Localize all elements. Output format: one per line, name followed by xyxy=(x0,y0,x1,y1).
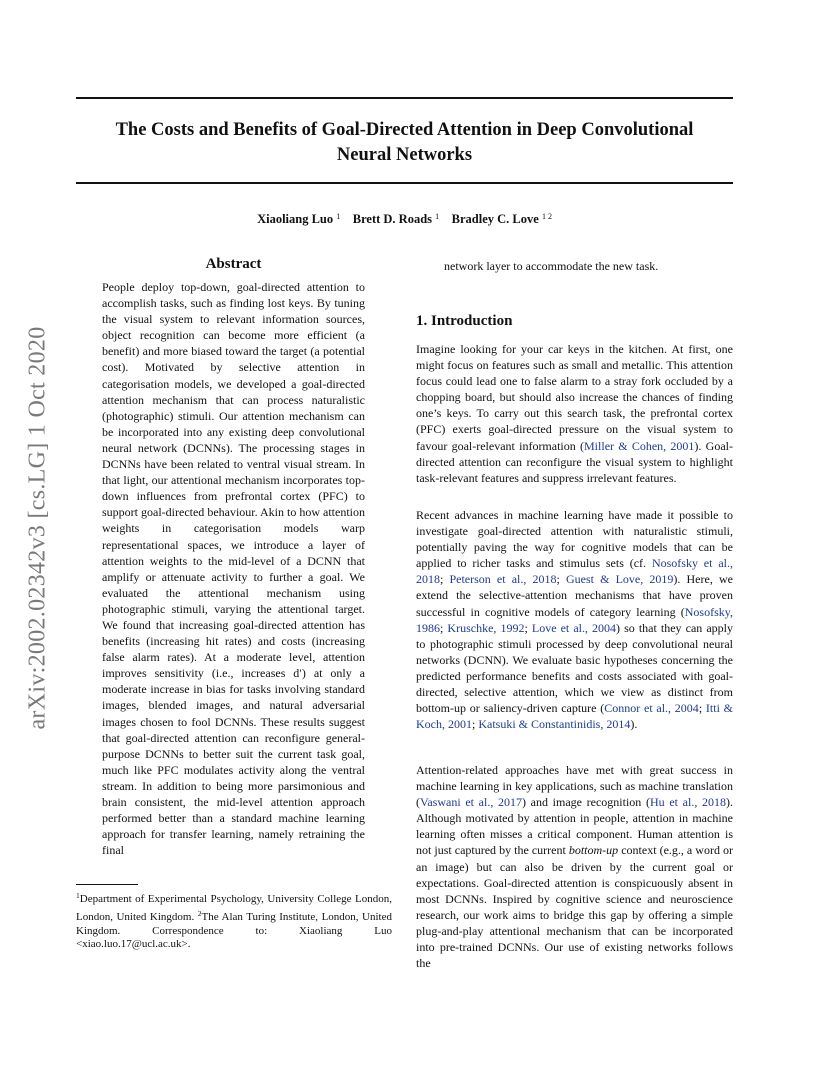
paper-title xyxy=(76,118,733,168)
paragraph-text: ). Although motivated by attention in people, attention in machine learning often misses a critical component. Human attention is not just captured by the current xyxy=(416,795,733,858)
citation-link[interactable]: Connor et al., 2004 xyxy=(604,701,699,716)
citation-link[interactable]: Katsuki & Constantinidis, 2014 xyxy=(478,717,631,732)
title-line-1: The Costs and Benefits of Goal-Directed Attention in Deep Convolutional xyxy=(115,120,694,140)
paragraph-text: ) and image recognition ( xyxy=(522,795,650,810)
abstract-continuation: network layer to accommodate the new task. xyxy=(444,259,659,273)
affiliation-footnote xyxy=(76,889,392,952)
abstract-heading: Abstract xyxy=(205,256,262,272)
paragraph-text: ). xyxy=(630,717,638,732)
emphasis-text: bottom-up xyxy=(568,843,619,858)
author-affiliation: 1 xyxy=(435,212,440,221)
citation-link[interactable]: Kruschke, 1992 xyxy=(447,620,525,635)
title-rule-bottom xyxy=(76,182,733,184)
citation-link[interactable]: Peterson et al., 2018 xyxy=(449,572,557,587)
title-rule-top xyxy=(76,97,733,99)
author-affiliation: 1 2 xyxy=(541,212,552,221)
citation-link[interactable]: Hu et al., 2018 xyxy=(649,795,726,810)
arxiv-identifier: arXiv:2002.02342v3 [cs.LG] 1 Oct 2020 xyxy=(24,326,51,730)
intro-paragraph-3 xyxy=(416,762,733,971)
paragraph-text: Imagine looking for your car keys in the kitchen. At first, one might focus on features such as small and metallic. This attention focus could lead one to false alarm to a stray fork occluded by a chopping board, but should also increase the chances of finding one’s keys. To carry out this search task, the prefrontal cortex (PFC) exerts goal-directed pressure on the visual system to favour goal-relevant information ( xyxy=(416,342,733,453)
paragraph-text: ) so that they can apply to photographic stimuli processed by deep convolutional neural networks (DCNN). We evaluate basic hypotheses concerning the predicted performance benefits and costs associated with goal-directed, selective attention, which we view as distinct from bottom-up or saliency-driven capture ( xyxy=(416,620,733,716)
paragraph-text: context (e.g., a word or an image) but can also be driven by the current goal or expectations. Goal-directed attention is conspicuously absent in most DCNNs. Inspired by cognitive science and neuroscience research, our work aims to bridge this gap by offering a simple plug-and-play attentional mechanism that can be incorporated into pre-trained DCNNs. Our use of existing networks follows the xyxy=(416,843,733,971)
author-name: Bradley C. Love xyxy=(451,212,539,226)
intro-paragraph-2: Recent advances in machine learning have made it possible to investigate goal-directed attention with naturalistic stimuli, potentially paving the way for cognitive models that can be applied to richer tasks and stimulus sets (cf. Nosofsky et al., 2018; Peterson et al., 2018; Guest & Love, 2019). Here, we extend the selective-attention mechanisms that have proven successful in cognitive models of category learning (Nosofsky, 1986; Kruschke, 1992; Love et al., 2004) so that they can apply to photographic stimuli processed by deep convolutional neural networks (DCNN). We evaluate basic hypotheses concerning the predicted performance benefits and costs associated with goal-directed, selective attention, which we view as distinct from bottom-up or saliency-driven capture (Connor et al., 2004; Itti & Koch, 2001; Katsuki & Constantinidis, 2014). xyxy=(416,508,734,732)
footnote-mark: 1 xyxy=(76,891,80,900)
author-affiliation: 1 xyxy=(336,212,341,221)
section-heading: 1. Introduction xyxy=(416,313,513,329)
citation-link[interactable]: Vaswani et al., 2017 xyxy=(420,795,522,810)
citation-link[interactable]: Guest & Love, 2019 xyxy=(566,572,674,587)
footnote-rule xyxy=(76,884,138,885)
citation-link[interactable]: Nosofsky, 1986 xyxy=(416,604,733,635)
paragraph-text: ). Here, we extend the selective-attention mechanisms that have proven successful in cognitive models of category learning ( xyxy=(416,572,733,619)
title-line-2: Neural Networks xyxy=(336,145,473,165)
paragraph-text: Recent advances in machine learning have made it possible to investigate goal-directed attention with naturalistic stimuli, potentially paving the way for cognitive models that can be applied to richer tasks and stimulus sets (cf. xyxy=(416,508,733,571)
author-list xyxy=(76,212,733,227)
intro-paragraph-1 xyxy=(416,341,733,486)
footnote-mark: 2 xyxy=(197,908,202,918)
citation-link[interactable]: Miller & Cohen, 2001 xyxy=(584,438,695,453)
footnote-affiliation-2: The Alan Turing Institute, London, United Kingdom. Correspondence to: Xiaoliang Luo <xiao.luo.17@ucl.ac.uk>. xyxy=(76,910,392,951)
author-name: Brett D. Roads xyxy=(352,212,433,226)
abstract-body: People deploy top-down, goal-directed attention to accomplish tasks, such as finding lost keys. By tuning the visual system to relevant information sources, object recognition can become more efficient (a benefit) and more biased toward the target (a potential cost). Motivated by selective attention in categorisation models, we developed a goal-directed attention mechanism that can process naturalistic (photographic) stimuli. Our attention mechanism can be incorporated into any existing deep convolutional neural network (DCNNs). The processing stages in DCNNs have been related to ventral visual stream. In that light, our attentional mechanism incorporates top-down influences from prefrontal cortex (PFC) to support goal-directed behaviour. Akin to how attention weights in categorisation models warp representational spaces, we introduce a layer of attention weights to the mid-level of a DCNN that amplify or attenuate activity to further a goal. We evaluated the attentional mechanism using photographic stimuli, varying the attentional target. We found that increasing goal-directed attention has benefits (increasing hit rates) and costs (increasing false alarm rates). At a moderate level, attention improves sensitivity (i.e., increases d′) at only a moderate increase in bias for tasks involving standard images, blended images, and natural adversarial images chosen to fool DCNNs. These results suggest that goal-directed attention can reconfigure general-purpose DCNNs to better suit the current task goal, much like PFC modulates activity along the ventral stream. In addition to being more parsimonious and brain consistent, the mid-level attention approach performed better than a standard machine learning approach for transfer learning, namely retraining the final xyxy=(102,280,365,858)
footnote-affiliation-1: Department of Experimental Psychology, University College London, London, United Kingdom. xyxy=(76,893,392,923)
citation-link[interactable]: Nosofsky et al., 2018 xyxy=(416,556,734,587)
paragraph-text: ). Goal-directed attention can reconfigure the visual system to highlight task-relevant features and suppress irrelevant features. xyxy=(416,438,733,485)
author-name: Xiaoliang Luo xyxy=(257,212,334,226)
paragraph-text: Attention-related approaches have met with great success in machine learning in key applications, such as machine translation ( xyxy=(416,763,733,810)
citation-link[interactable]: Itti & Koch, 2001 xyxy=(416,701,733,732)
citation-link[interactable]: Love et al., 2004 xyxy=(531,620,617,635)
